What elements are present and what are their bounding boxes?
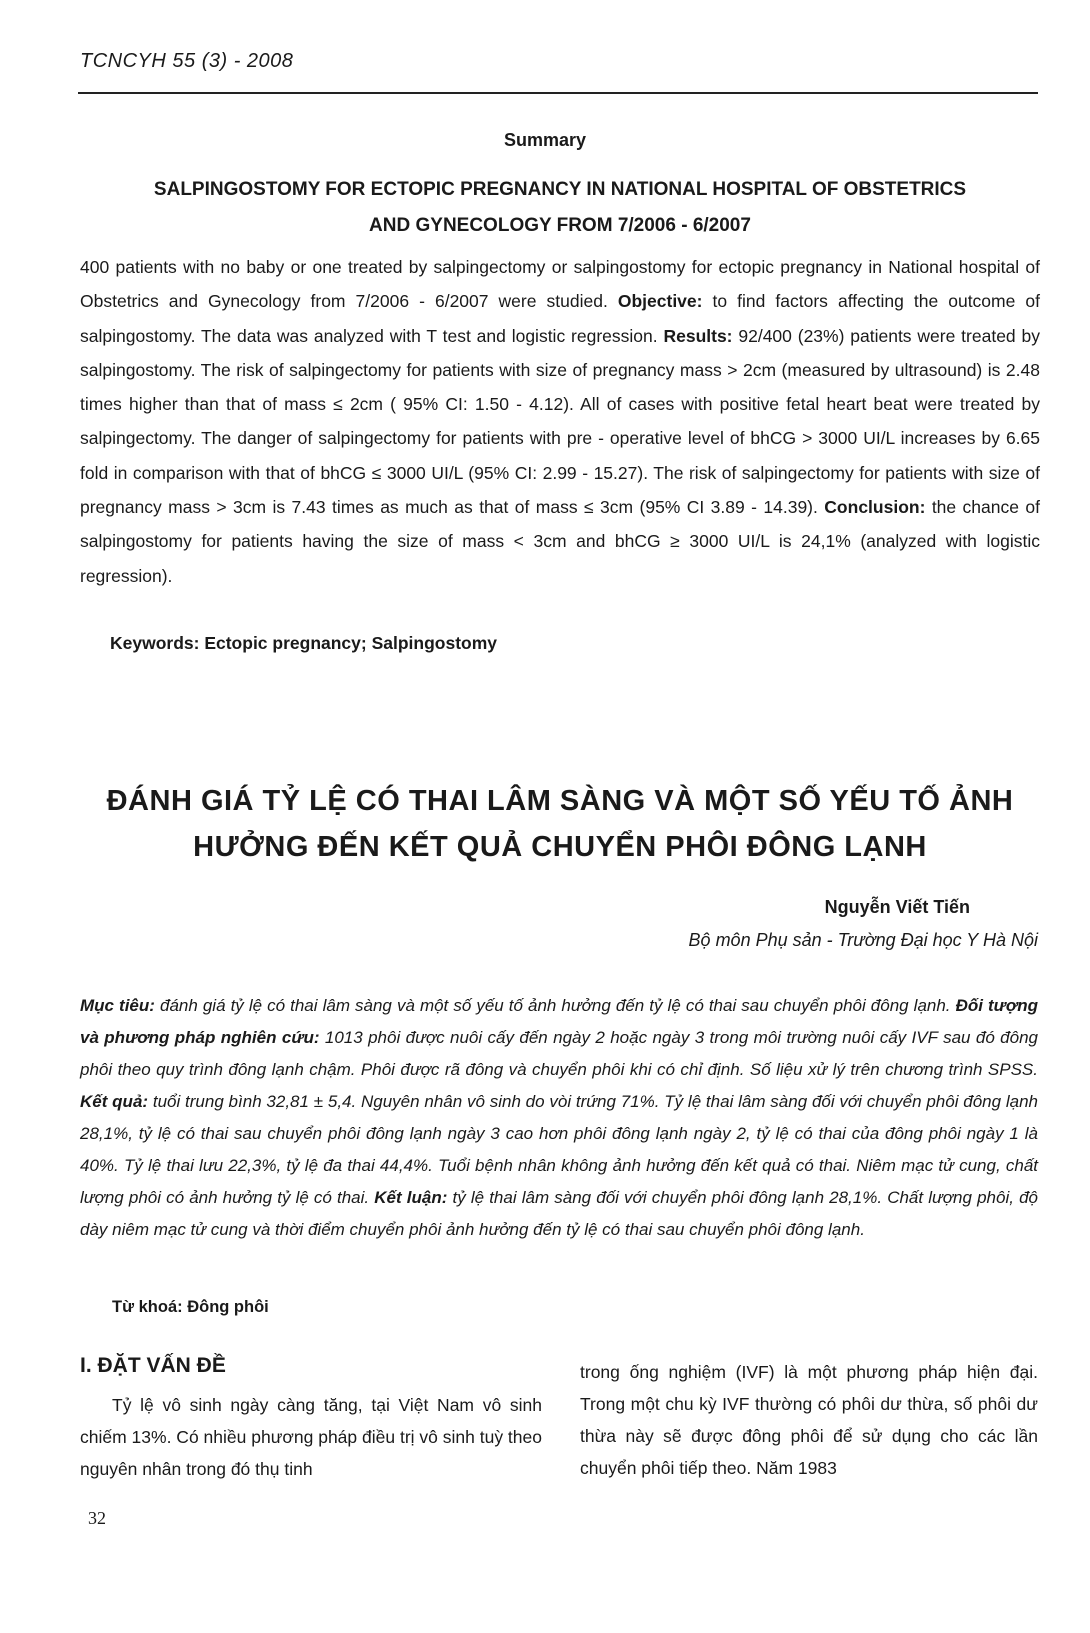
summary-heading: Summary bbox=[503, 130, 587, 150]
muc-tieu-text: đánh giá tỷ lệ có thai lâm sàng và một số yếu tố ảnh hưởng đến tỷ lệ có thai sau chuyển phôi đông lạnh. bbox=[154, 996, 956, 1015]
body-paragraph: trong ống nghiệm (IVF) là một phương pháp hiện đại. Trong một chu kỳ IVF thường có phôi dư thừa, số phôi dư thừa này sẽ được đông phôi để sử dụng cho các lần chuyển phôi tiếp theo. Năm 1983 bbox=[580, 1362, 1038, 1478]
running-header: TCNCYH 55 (3) - 2008 bbox=[80, 50, 294, 72]
ket-luan-text: tỷ lệ thai lâm sàng đối với chuyển phôi đông lạnh 28,1%. Chất lượng phôi, độ dày niêm mạc tử cung và thời điểm chuyển phôi ảnh hưởng đến tỷ lệ có thai sau chuyển phôi đông lạnh. bbox=[80, 1188, 1038, 1239]
english-abstract bbox=[80, 250, 1040, 593]
body-paragraph: Tỷ lệ vô sinh ngày càng tăng, tại Việt Nam vô sinh chiếm 13%. Có nhiều phương pháp điều trị vô sinh tuỳ theo nguyên nhân trong đó thụ tinh bbox=[80, 1395, 542, 1479]
vietnamese-keywords: Từ khoá: Đông phôi bbox=[112, 1298, 269, 1316]
results-text: 92/400 (23%) patients were treated by salpingostomy. The risk of salpingectomy for patients with size of pregnancy mass > 2cm (measured by ultrasound) is 2.48 times higher than that of mass ≤ 2cm ( 95% CI: 1.50 - 4.12). All of cases with positive fetal heart beat were treated by salpingectomy. The danger of salpingectomy for patients with pre - operative level of bhCG > 3000 UI/L increases by 6.65 fold in comparison with that of bhCG ≤ 3000 UI/L (95% CI: 2.99 - 15.27). The risk of salpingectomy for patients with size of pregnancy mass > 3cm is 7.43 times as much as that of mass ≤ 3cm (95% CI 3.89 - 14.39). bbox=[80, 325, 1040, 518]
english-keywords: Keywords: Ectopic pregnancy; Salpingostomy bbox=[110, 633, 498, 653]
doi-tuong-text: 1013 phôi được nuôi cấy đến ngày 2 hoặc ngày 3 trong môi trường nuôi cấy IVF sau đó đông phôi theo quy trình đông lạnh chậm. Phôi được rã đông và chuyển phôi khi có chỉ định. Số liệu xử lý trên chương trình SPSS. bbox=[80, 1028, 1038, 1079]
article-title bbox=[80, 778, 1040, 870]
body-column-right bbox=[580, 1356, 1038, 1484]
objective-text: to find factors affecting the outcome of salpingostomy. The data was analyzed with T test and logistic regression. bbox=[80, 291, 1040, 346]
body-column-left bbox=[80, 1389, 542, 1485]
vietnamese-abstract bbox=[80, 990, 1038, 1246]
results-label: Results: bbox=[663, 325, 733, 346]
author-name: Nguyễn Viết Tiến bbox=[824, 897, 970, 917]
article-title-line-2: HƯỞNG ĐẾN KẾT QUẢ CHUYỂN PHÔI ĐÔNG LẠNH bbox=[193, 831, 927, 863]
ket-qua-label: Kết quả: bbox=[80, 1092, 149, 1111]
section-heading: I. ĐẶT VẤN ĐỀ bbox=[80, 1354, 226, 1377]
english-title-line-1: SALPINGOSTOMY FOR ECTOPIC PREGNANCY IN NATIONAL HOSPITAL OF OBSTETRICS bbox=[153, 179, 967, 200]
english-title-line-2: AND GYNECOLOGY FROM 7/2006 - 6/2007 bbox=[369, 215, 751, 236]
ket-luan-label: Kết luận: bbox=[374, 1188, 448, 1207]
header-rule bbox=[78, 92, 1038, 94]
page-number: 32 bbox=[88, 1508, 106, 1528]
conclusion-text: the chance of salpingostomy for patients having the size of mass < 3cm and bhCG ≥ 3000 UI/L is 24,1% (analyzed with logistic regression). bbox=[80, 497, 1040, 586]
abstract-intro: 400 patients with no baby or one treated by salpingectomy or salpingostomy for ectopic pregnancy in National hospital of Obstetrics and Gynecology from 7/2006 - 6/2007 were studied. bbox=[80, 257, 1040, 312]
english-title bbox=[80, 172, 1040, 244]
ket-qua-text: tuổi trung bình 32,81 ± 5,4. Nguyên nhân vô sinh do vòi trứng 71%. Tỷ lệ thai lâm sàng đối với chuyển phôi đông lạnh 28,1%, tỷ lệ có thai sau chuyển phôi đông lạnh ngày 3 cao hơn phôi đông lạnh ngày 2, tỷ lệ có thai của đông phôi ngày 1 là 40%. Tỷ lệ thai lưu 22,3%, tỷ lệ đa thai 44,4%. Tuổi bệnh nhân không ảnh hưởng đến kết quả có thai. Niêm mạc tử cung, chất lượng phôi có ảnh hưởng tỷ lệ có thai. bbox=[80, 1092, 1039, 1207]
doi-tuong-label: Đối tượng và phương pháp nghiên cứu: bbox=[80, 996, 1039, 1047]
conclusion-label: Conclusion: bbox=[824, 497, 926, 518]
author-affiliation: Bộ môn Phụ sản - Trường Đại học Y Hà Nội bbox=[688, 930, 1038, 950]
objective-label: Objective: bbox=[617, 291, 703, 312]
article-title-line-1: ĐÁNH GIÁ TỶ LỆ CÓ THAI LÂM SÀNG VÀ MỘT SỐ YẾU TỐ ẢNH bbox=[106, 785, 1014, 817]
muc-tieu-label: Mục tiêu: bbox=[80, 996, 155, 1015]
